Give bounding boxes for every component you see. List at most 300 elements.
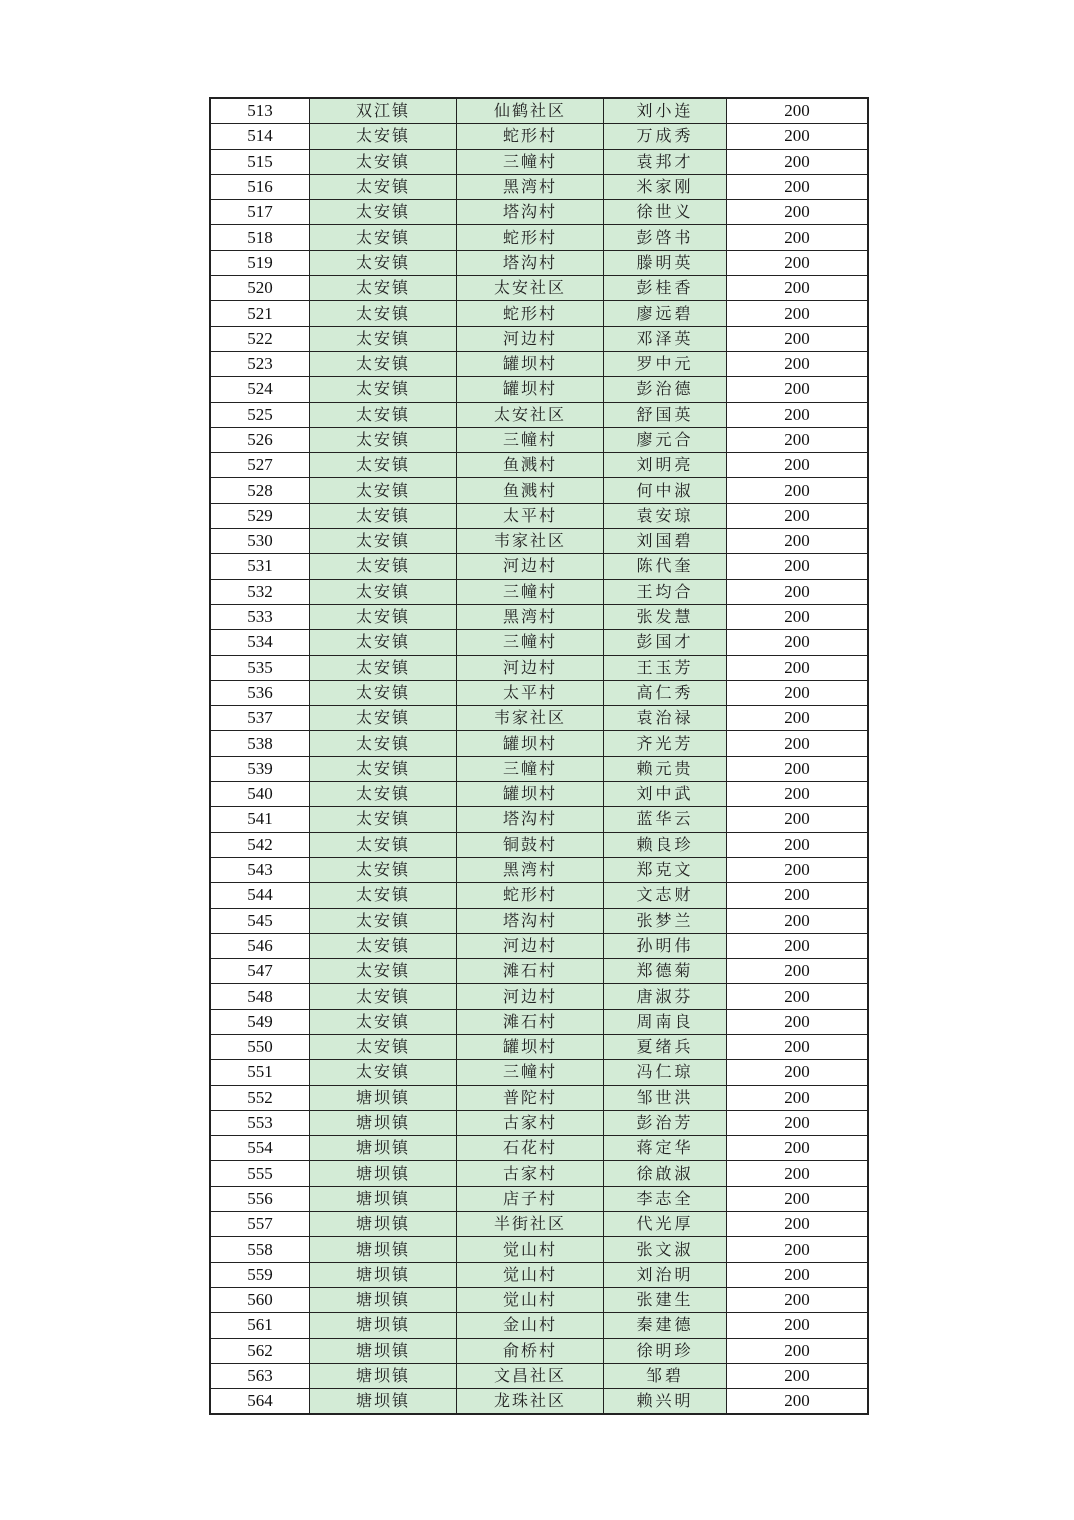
amount-cell: 200 [727, 655, 869, 680]
row-number-cell: 561 [210, 1313, 310, 1338]
town-cell: 太安镇 [310, 680, 457, 705]
amount-cell: 200 [727, 1085, 869, 1110]
person-name-cell: 蓝华云 [604, 807, 727, 832]
row-number-cell: 529 [210, 503, 310, 528]
town-cell: 太安镇 [310, 933, 457, 958]
row-number-cell: 527 [210, 453, 310, 478]
amount-cell: 200 [727, 832, 869, 857]
town-cell: 太安镇 [310, 200, 457, 225]
village-cell: 龙珠社区 [457, 1389, 604, 1415]
village-cell: 鱼溅村 [457, 453, 604, 478]
table-row [210, 98, 868, 124]
town-cell: 太安镇 [310, 554, 457, 579]
town-cell: 塘坝镇 [310, 1313, 457, 1338]
table-row [210, 1060, 868, 1085]
table-row [210, 1136, 868, 1161]
town-cell: 太安镇 [310, 731, 457, 756]
town-cell: 太安镇 [310, 453, 457, 478]
amount-cell: 200 [727, 680, 869, 705]
amount-cell: 200 [727, 1389, 869, 1415]
amount-cell: 200 [727, 1338, 869, 1363]
amount-cell: 200 [727, 579, 869, 604]
town-cell: 太安镇 [310, 655, 457, 680]
table-row [210, 250, 868, 275]
village-cell: 觉山村 [457, 1262, 604, 1287]
row-number-cell: 515 [210, 149, 310, 174]
row-number-cell: 523 [210, 351, 310, 376]
amount-cell: 200 [727, 706, 869, 731]
town-cell: 太安镇 [310, 807, 457, 832]
town-cell: 塘坝镇 [310, 1212, 457, 1237]
person-name-cell: 王均合 [604, 579, 727, 604]
village-cell: 半街社区 [457, 1212, 604, 1237]
row-number-cell: 532 [210, 579, 310, 604]
amount-cell: 200 [727, 1034, 869, 1059]
town-cell: 太安镇 [310, 1009, 457, 1034]
town-cell: 太安镇 [310, 908, 457, 933]
amount-cell: 200 [727, 250, 869, 275]
person-name-cell: 蒋定华 [604, 1136, 727, 1161]
person-name-cell: 彭啓书 [604, 225, 727, 250]
table-row [210, 1212, 868, 1237]
row-number-cell: 539 [210, 756, 310, 781]
village-cell: 太安社区 [457, 402, 604, 427]
table-row [210, 857, 868, 882]
person-name-cell: 邹世洪 [604, 1085, 727, 1110]
amount-cell: 200 [727, 149, 869, 174]
amount-cell: 200 [727, 554, 869, 579]
town-cell: 塘坝镇 [310, 1363, 457, 1388]
village-cell: 铜鼓村 [457, 832, 604, 857]
amount-cell: 200 [727, 1009, 869, 1034]
person-name-cell: 郑德菊 [604, 959, 727, 984]
table-row [210, 503, 868, 528]
row-number-cell: 538 [210, 731, 310, 756]
row-number-cell: 564 [210, 1389, 310, 1415]
row-number-cell: 544 [210, 883, 310, 908]
village-cell: 蛇形村 [457, 225, 604, 250]
village-cell: 塔沟村 [457, 807, 604, 832]
row-number-cell: 554 [210, 1136, 310, 1161]
town-cell: 太安镇 [310, 276, 457, 301]
amount-cell: 200 [727, 377, 869, 402]
table-row [210, 453, 868, 478]
subsidy-roster-table [209, 97, 869, 1415]
person-name-cell: 邓泽英 [604, 326, 727, 351]
person-name-cell: 邹碧 [604, 1363, 727, 1388]
village-cell: 鱼溅村 [457, 478, 604, 503]
row-number-cell: 540 [210, 782, 310, 807]
person-name-cell: 袁安琼 [604, 503, 727, 528]
table-row [210, 1389, 868, 1415]
town-cell: 塘坝镇 [310, 1110, 457, 1135]
town-cell: 太安镇 [310, 326, 457, 351]
row-number-cell: 533 [210, 604, 310, 629]
table-row [210, 579, 868, 604]
village-cell: 古家村 [457, 1161, 604, 1186]
table-row [210, 933, 868, 958]
table-row [210, 655, 868, 680]
row-number-cell: 537 [210, 706, 310, 731]
amount-cell: 200 [727, 402, 869, 427]
table-row [210, 756, 868, 781]
village-cell: 韦家社区 [457, 529, 604, 554]
person-name-cell: 夏绪兵 [604, 1034, 727, 1059]
person-name-cell: 徐世义 [604, 200, 727, 225]
row-number-cell: 513 [210, 98, 310, 124]
village-cell: 河边村 [457, 554, 604, 579]
table-row [210, 1262, 868, 1287]
amount-cell: 200 [727, 908, 869, 933]
town-cell: 塘坝镇 [310, 1237, 457, 1262]
amount-cell: 200 [727, 427, 869, 452]
person-name-cell: 张建生 [604, 1287, 727, 1312]
village-cell: 三幢村 [457, 427, 604, 452]
village-cell: 普陀村 [457, 1085, 604, 1110]
amount-cell: 200 [727, 1237, 869, 1262]
village-cell: 滩石村 [457, 959, 604, 984]
person-name-cell: 张发慧 [604, 604, 727, 629]
village-cell: 韦家社区 [457, 706, 604, 731]
table-row [210, 326, 868, 351]
amount-cell: 200 [727, 124, 869, 149]
person-name-cell: 高仁秀 [604, 680, 727, 705]
village-cell: 罐坝村 [457, 351, 604, 376]
row-number-cell: 546 [210, 933, 310, 958]
village-cell: 太平村 [457, 680, 604, 705]
person-name-cell: 赖兴明 [604, 1389, 727, 1415]
person-name-cell: 米家刚 [604, 174, 727, 199]
person-name-cell: 李志全 [604, 1186, 727, 1211]
table-row [210, 807, 868, 832]
row-number-cell: 525 [210, 402, 310, 427]
row-number-cell: 530 [210, 529, 310, 554]
person-name-cell: 孙明伟 [604, 933, 727, 958]
village-cell: 仙鹤社区 [457, 98, 604, 124]
table-row [210, 782, 868, 807]
village-cell: 古家村 [457, 1110, 604, 1135]
row-number-cell: 547 [210, 959, 310, 984]
town-cell: 塘坝镇 [310, 1287, 457, 1312]
town-cell: 太安镇 [310, 959, 457, 984]
amount-cell: 200 [727, 225, 869, 250]
town-cell: 塘坝镇 [310, 1389, 457, 1415]
village-cell: 蛇形村 [457, 301, 604, 326]
table-row [210, 276, 868, 301]
row-number-cell: 558 [210, 1237, 310, 1262]
town-cell: 太安镇 [310, 832, 457, 857]
row-number-cell: 520 [210, 276, 310, 301]
village-cell: 文昌社区 [457, 1363, 604, 1388]
table-row [210, 1313, 868, 1338]
table-row [210, 1034, 868, 1059]
amount-cell: 200 [727, 453, 869, 478]
town-cell: 太安镇 [310, 984, 457, 1009]
village-cell: 店子村 [457, 1186, 604, 1211]
row-number-cell: 552 [210, 1085, 310, 1110]
town-cell: 太安镇 [310, 149, 457, 174]
table-row [210, 731, 868, 756]
row-number-cell: 563 [210, 1363, 310, 1388]
village-cell: 觉山村 [457, 1287, 604, 1312]
table-row [210, 529, 868, 554]
table-row [210, 832, 868, 857]
row-number-cell: 519 [210, 250, 310, 275]
town-cell: 太安镇 [310, 857, 457, 882]
person-name-cell: 廖远碧 [604, 301, 727, 326]
town-cell: 塘坝镇 [310, 1136, 457, 1161]
row-number-cell: 553 [210, 1110, 310, 1135]
table-row [210, 680, 868, 705]
table-row [210, 959, 868, 984]
town-cell: 太安镇 [310, 301, 457, 326]
row-number-cell: 545 [210, 908, 310, 933]
person-name-cell: 代光厚 [604, 1212, 727, 1237]
village-cell: 塔沟村 [457, 908, 604, 933]
amount-cell: 200 [727, 883, 869, 908]
row-number-cell: 522 [210, 326, 310, 351]
person-name-cell: 刘治明 [604, 1262, 727, 1287]
person-name-cell: 文志财 [604, 883, 727, 908]
town-cell: 太安镇 [310, 124, 457, 149]
person-name-cell: 张梦兰 [604, 908, 727, 933]
person-name-cell: 刘中武 [604, 782, 727, 807]
person-name-cell: 刘明亮 [604, 453, 727, 478]
row-number-cell: 560 [210, 1287, 310, 1312]
amount-cell: 200 [727, 276, 869, 301]
table-row [210, 225, 868, 250]
amount-cell: 200 [727, 529, 869, 554]
amount-cell: 200 [727, 1212, 869, 1237]
row-number-cell: 542 [210, 832, 310, 857]
town-cell: 太安镇 [310, 630, 457, 655]
village-cell: 三幢村 [457, 579, 604, 604]
person-name-cell: 刘国碧 [604, 529, 727, 554]
person-name-cell: 赖良珍 [604, 832, 727, 857]
amount-cell: 200 [727, 782, 869, 807]
town-cell: 塘坝镇 [310, 1338, 457, 1363]
amount-cell: 200 [727, 1110, 869, 1135]
village-cell: 三幢村 [457, 1060, 604, 1085]
person-name-cell: 陈代奎 [604, 554, 727, 579]
town-cell: 太安镇 [310, 1034, 457, 1059]
amount-cell: 200 [727, 933, 869, 958]
amount-cell: 200 [727, 604, 869, 629]
row-number-cell: 524 [210, 377, 310, 402]
table-row [210, 1237, 868, 1262]
amount-cell: 200 [727, 756, 869, 781]
row-number-cell: 518 [210, 225, 310, 250]
town-cell: 太安镇 [310, 706, 457, 731]
table-row [210, 351, 868, 376]
table-row [210, 1363, 868, 1388]
village-cell: 滩石村 [457, 1009, 604, 1034]
table-row [210, 301, 868, 326]
amount-cell: 200 [727, 301, 869, 326]
table-row [210, 1287, 868, 1312]
table-row [210, 984, 868, 1009]
amount-cell: 200 [727, 1186, 869, 1211]
row-number-cell: 536 [210, 680, 310, 705]
row-number-cell: 535 [210, 655, 310, 680]
person-name-cell: 唐淑芬 [604, 984, 727, 1009]
village-cell: 黑湾村 [457, 604, 604, 629]
person-name-cell: 彭治芳 [604, 1110, 727, 1135]
table-row [210, 377, 868, 402]
village-cell: 太平村 [457, 503, 604, 528]
row-number-cell: 549 [210, 1009, 310, 1034]
table-row [210, 604, 868, 629]
amount-cell: 200 [727, 1262, 869, 1287]
amount-cell: 200 [727, 630, 869, 655]
village-cell: 蛇形村 [457, 883, 604, 908]
row-number-cell: 526 [210, 427, 310, 452]
row-number-cell: 521 [210, 301, 310, 326]
person-name-cell: 徐明珍 [604, 1338, 727, 1363]
amount-cell: 200 [727, 478, 869, 503]
row-number-cell: 559 [210, 1262, 310, 1287]
row-number-cell: 555 [210, 1161, 310, 1186]
village-cell: 罐坝村 [457, 377, 604, 402]
village-cell: 河边村 [457, 326, 604, 351]
person-name-cell: 袁邦才 [604, 149, 727, 174]
table-row [210, 554, 868, 579]
table-row [210, 1186, 868, 1211]
town-cell: 太安镇 [310, 250, 457, 275]
row-number-cell: 543 [210, 857, 310, 882]
row-number-cell: 557 [210, 1212, 310, 1237]
town-cell: 太安镇 [310, 579, 457, 604]
person-name-cell: 彭桂香 [604, 276, 727, 301]
amount-cell: 200 [727, 857, 869, 882]
amount-cell: 200 [727, 807, 869, 832]
table-row [210, 630, 868, 655]
person-name-cell: 徐啟淑 [604, 1161, 727, 1186]
person-name-cell: 万成秀 [604, 124, 727, 149]
amount-cell: 200 [727, 1363, 869, 1388]
village-cell: 金山村 [457, 1313, 604, 1338]
person-name-cell: 罗中元 [604, 351, 727, 376]
table-row [210, 1009, 868, 1034]
row-number-cell: 514 [210, 124, 310, 149]
person-name-cell: 王玉芳 [604, 655, 727, 680]
village-cell: 罐坝村 [457, 782, 604, 807]
town-cell: 太安镇 [310, 351, 457, 376]
table-row [210, 174, 868, 199]
town-cell: 太安镇 [310, 529, 457, 554]
amount-cell: 200 [727, 174, 869, 199]
village-cell: 三幢村 [457, 630, 604, 655]
table-row [210, 427, 868, 452]
amount-cell: 200 [727, 351, 869, 376]
amount-cell: 200 [727, 326, 869, 351]
amount-cell: 200 [727, 1313, 869, 1338]
person-name-cell: 冯仁琼 [604, 1060, 727, 1085]
village-cell: 河边村 [457, 933, 604, 958]
person-name-cell: 张文淑 [604, 1237, 727, 1262]
town-cell: 太安镇 [310, 225, 457, 250]
village-cell: 塔沟村 [457, 250, 604, 275]
village-cell: 太安社区 [457, 276, 604, 301]
row-number-cell: 556 [210, 1186, 310, 1211]
village-cell: 河边村 [457, 984, 604, 1009]
table-row [210, 149, 868, 174]
village-cell: 塔沟村 [457, 200, 604, 225]
town-cell: 塘坝镇 [310, 1186, 457, 1211]
village-cell: 三幢村 [457, 149, 604, 174]
table-row [210, 1338, 868, 1363]
person-name-cell: 秦建德 [604, 1313, 727, 1338]
person-name-cell: 周南良 [604, 1009, 727, 1034]
amount-cell: 200 [727, 1136, 869, 1161]
person-name-cell: 郑克文 [604, 857, 727, 882]
town-cell: 塘坝镇 [310, 1085, 457, 1110]
table-row [210, 402, 868, 427]
row-number-cell: 548 [210, 984, 310, 1009]
town-cell: 双江镇 [310, 98, 457, 124]
row-number-cell: 531 [210, 554, 310, 579]
person-name-cell: 何中淑 [604, 478, 727, 503]
town-cell: 太安镇 [310, 883, 457, 908]
town-cell: 太安镇 [310, 1060, 457, 1085]
person-name-cell: 滕明英 [604, 250, 727, 275]
town-cell: 太安镇 [310, 604, 457, 629]
town-cell: 塘坝镇 [310, 1262, 457, 1287]
town-cell: 太安镇 [310, 427, 457, 452]
amount-cell: 200 [727, 200, 869, 225]
person-name-cell: 袁治禄 [604, 706, 727, 731]
town-cell: 太安镇 [310, 478, 457, 503]
row-number-cell: 516 [210, 174, 310, 199]
amount-cell: 200 [727, 1287, 869, 1312]
town-cell: 太安镇 [310, 377, 457, 402]
town-cell: 太安镇 [310, 174, 457, 199]
person-name-cell: 赖元贵 [604, 756, 727, 781]
town-cell: 太安镇 [310, 756, 457, 781]
village-cell: 黑湾村 [457, 174, 604, 199]
person-name-cell: 彭国才 [604, 630, 727, 655]
amount-cell: 200 [727, 959, 869, 984]
table-row [210, 1110, 868, 1135]
village-cell: 河边村 [457, 655, 604, 680]
person-name-cell: 齐光芳 [604, 731, 727, 756]
village-cell: 觉山村 [457, 1237, 604, 1262]
row-number-cell: 562 [210, 1338, 310, 1363]
village-cell: 俞桥村 [457, 1338, 604, 1363]
table-row [210, 908, 868, 933]
table-row [210, 124, 868, 149]
table-row [210, 883, 868, 908]
town-cell: 太安镇 [310, 402, 457, 427]
table-row [210, 200, 868, 225]
person-name-cell: 舒国英 [604, 402, 727, 427]
town-cell: 太安镇 [310, 503, 457, 528]
amount-cell: 200 [727, 731, 869, 756]
amount-cell: 200 [727, 1161, 869, 1186]
row-number-cell: 534 [210, 630, 310, 655]
person-name-cell: 廖元合 [604, 427, 727, 452]
village-cell: 石花村 [457, 1136, 604, 1161]
village-cell: 黑湾村 [457, 857, 604, 882]
village-cell: 罐坝村 [457, 731, 604, 756]
amount-cell: 200 [727, 984, 869, 1009]
table-row [210, 1085, 868, 1110]
row-number-cell: 541 [210, 807, 310, 832]
row-number-cell: 550 [210, 1034, 310, 1059]
village-cell: 三幢村 [457, 756, 604, 781]
row-number-cell: 528 [210, 478, 310, 503]
person-name-cell: 彭治德 [604, 377, 727, 402]
